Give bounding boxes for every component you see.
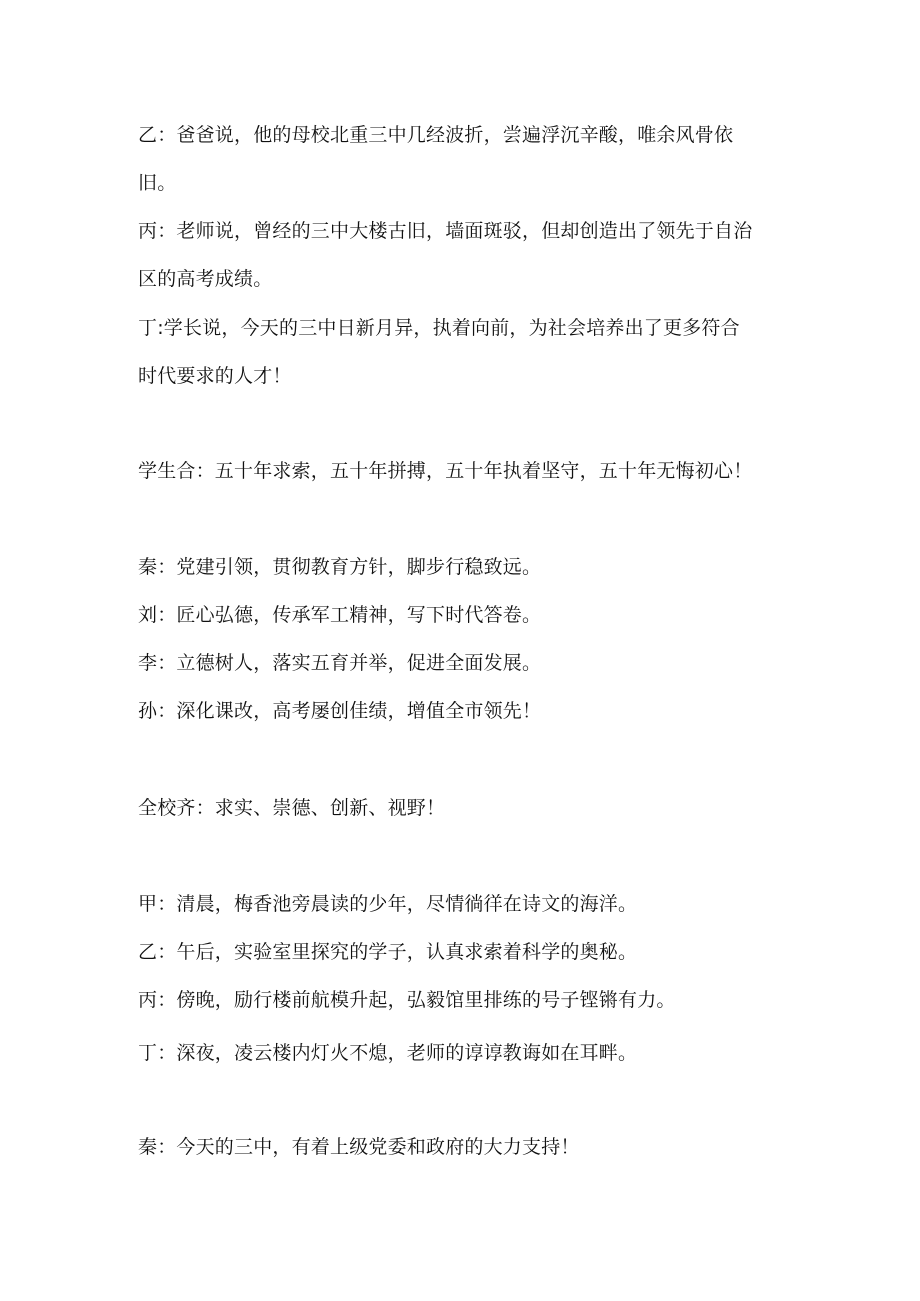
script-line: 旧。 xyxy=(138,172,177,194)
script-line: 乙：午后，实验室里探究的学子，认真求索着科学的奥秘。 xyxy=(138,941,638,963)
script-line: 丙：老师说，曾经的三中大楼古旧，墙面斑驳，但却创造出了领先于自治 xyxy=(138,220,753,242)
chorus-line: 全校齐：求实、崇德、创新、视野！ xyxy=(138,797,446,819)
script-line: 甲：清晨，梅香池旁晨读的少年，尽情徜徉在诗文的海洋。 xyxy=(138,893,638,915)
script-line: 丙：傍晚，励行楼前航模升起，弘毅馆里排练的号子铿锵有力。 xyxy=(138,989,676,1011)
script-line: 孙：深化课改，高考屡创佳绩，增值全市领先！ xyxy=(138,700,542,722)
script-line: 秦：党建引领，贯彻教育方针，脚步行稳致远。 xyxy=(138,556,542,578)
script-line: 刘：匠心弘德，传承军工精神，写下时代答卷。 xyxy=(138,604,542,626)
script-line: 秦：今天的三中，有着上级党委和政府的大力支持！ xyxy=(138,1136,580,1158)
script-line: 丁:学长说，今天的三中日新月异，执着向前，为社会培养出了更多符合 xyxy=(138,317,740,339)
chorus-line: 学生合：五十年求索，五十年拼搏，五十年执着坚守，五十年无悔初心！ xyxy=(138,460,753,482)
script-line: 丁：深夜，凌云楼内灯火不熄，老师的谆谆教诲如在耳畔。 xyxy=(138,1042,638,1064)
script-line: 李：立德树人，落实五育并举，促进全面发展。 xyxy=(138,652,542,674)
script-line: 时代要求的人才！ xyxy=(138,365,292,387)
script-line: 区的高考成绩。 xyxy=(138,268,273,290)
script-line: 乙：爸爸说，他的母校北重三中几经波折，尝遍浮沉辛酸，唯余风骨依 xyxy=(138,124,734,146)
